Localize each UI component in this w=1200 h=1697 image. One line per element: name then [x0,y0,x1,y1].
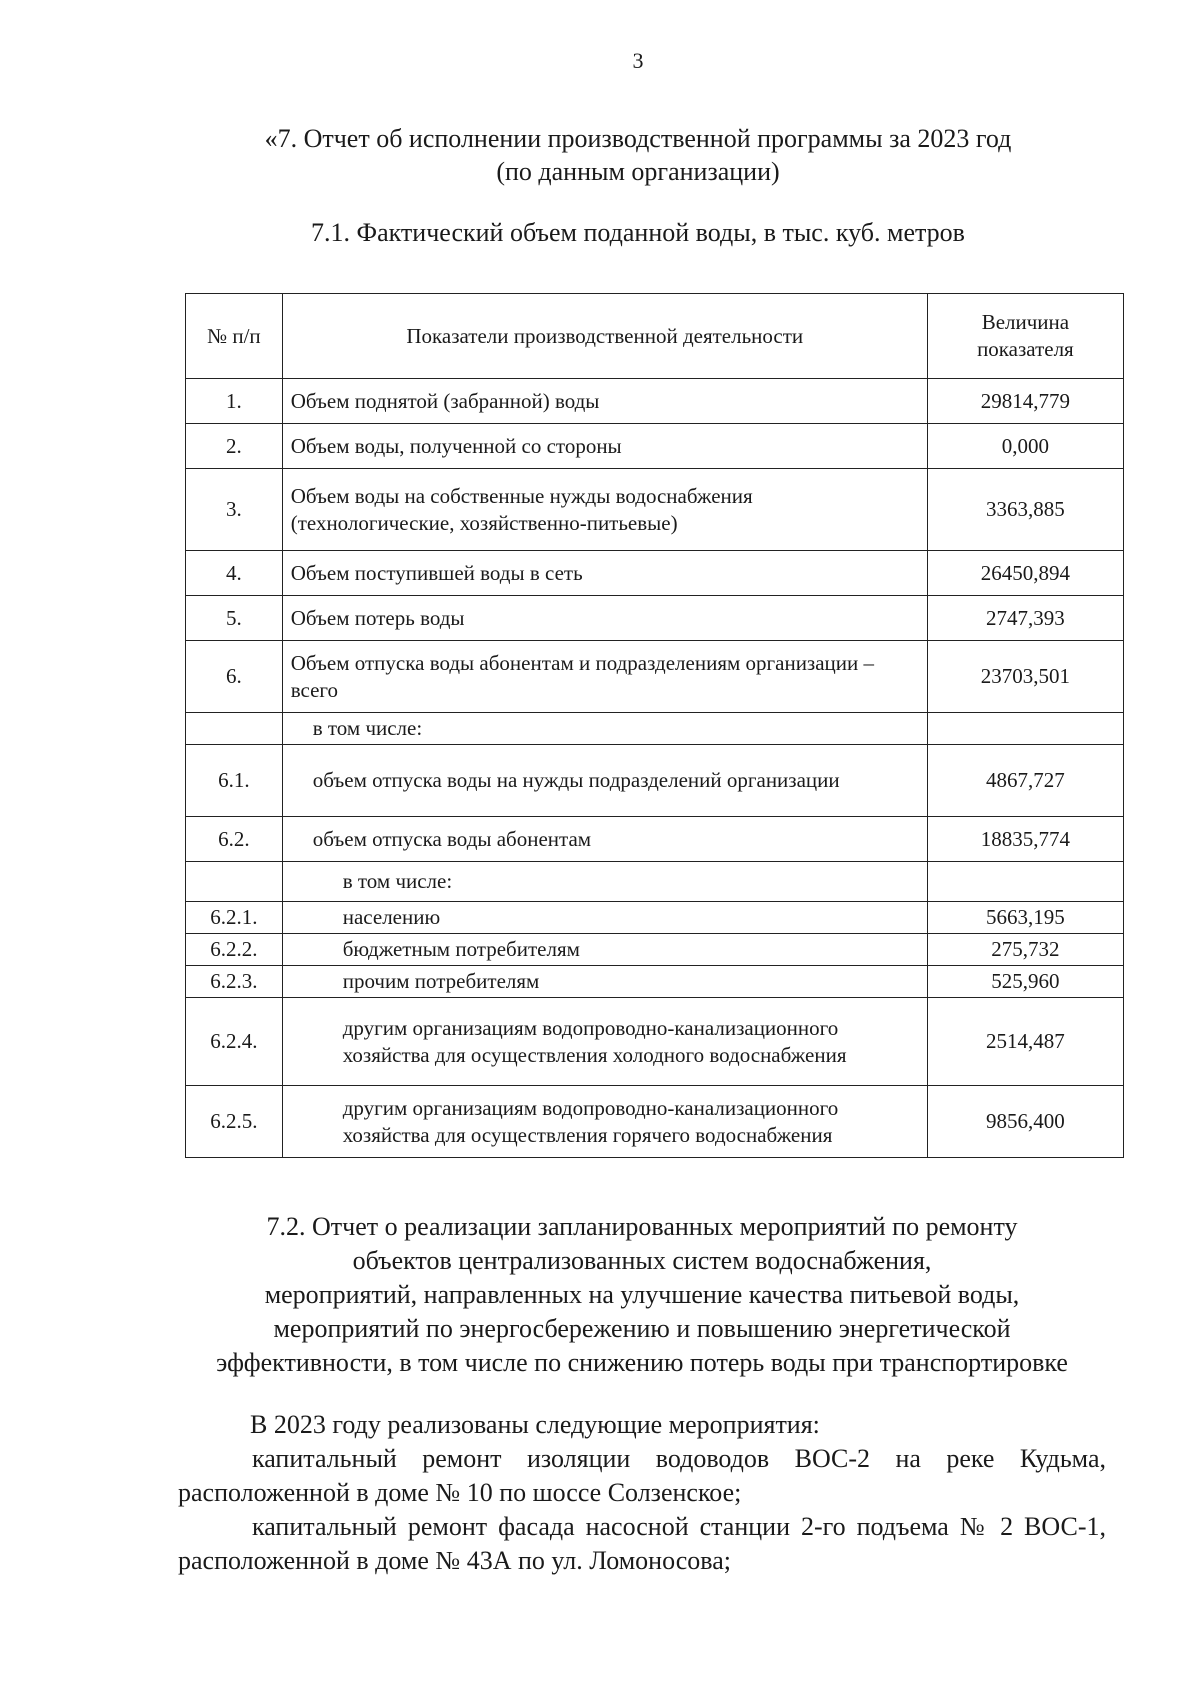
table-row [186,424,1124,469]
row-indicator-name: объем отпуска воды абонентам [282,817,927,862]
subsection2-title-line: объектов централизованных систем водоснабжения, [352,1246,932,1275]
row-number [186,713,283,745]
subsection2-title-line: мероприятий по энергосбережению и повышению энергетической [273,1314,1011,1343]
row-number: 6.2.2. [186,934,283,966]
row-value [927,713,1123,745]
row-indicator-name: населению [282,902,927,934]
header-value-line: показателя [977,337,1074,361]
row-number [186,862,283,902]
table-row [186,641,1124,713]
row-indicator-name: Объем воды, полученной со стороны [282,424,927,469]
row-value: 26450,894 [927,551,1123,596]
row-indicator-name: другим организациям водопроводно-канализационного хозяйства для осуществления горячего водоснабжения [282,1086,927,1158]
row-number: 6.2.1. [186,902,283,934]
row-value: 9856,400 [927,1086,1123,1158]
header-value-line: Величина [981,310,1070,334]
row-number: 6.2.3. [186,966,283,998]
header-num: № п/п [186,294,283,379]
row-indicator-name: прочим потребителям [282,966,927,998]
table-row [186,551,1124,596]
row-value: 29814,779 [927,379,1123,424]
paragraph-intro: В 2023 году реализованы следующие мероприятия: [250,1410,820,1439]
row-value [927,862,1123,902]
row-indicator-name: Объем воды на собственные нужды водоснабжения (технологические, хозяйственно-питьевые) [282,469,927,551]
row-indicator-name: другим организациям водопроводно-канализационного хозяйства для осуществления холодного водоснабжения [282,998,927,1086]
row-indicator-name: Объем потерь воды [282,596,927,641]
row-value: 2747,393 [927,596,1123,641]
subsection2-title-line: 7.2. Отчет о реализации запланированных мероприятий по ремонту [266,1212,1018,1241]
row-number: 3. [186,469,283,551]
section-title [0,122,1200,188]
row-indicator-name: Объем поступившей воды в сеть [282,551,927,596]
row-number: 6.2.5. [186,1086,283,1158]
subsection2-title-line: эффективности, в том числе по снижению потерь воды при транспортировке [216,1348,1068,1377]
row-number: 6.2.4. [186,998,283,1086]
section-title-line: (по данным организации) [496,157,780,186]
table-row [186,817,1124,862]
section-title-line: «7. Отчет об исполнении производственной программы за 2023 год [264,124,1012,153]
row-value: 23703,501 [927,641,1123,713]
row-value: 0,000 [927,424,1123,469]
row-indicator-name: бюджетным потребителям [282,934,927,966]
row-value: 275,732 [927,934,1123,966]
table-row [186,862,1124,902]
table-row [186,966,1124,998]
row-value: 3363,885 [927,469,1123,551]
row-number: 6.2. [186,817,283,862]
row-indicator-name: в том числе: [282,713,927,745]
row-indicator-name: объем отпуска воды на нужды подразделений организации [282,745,927,817]
row-number: 1. [186,379,283,424]
table-row [186,379,1124,424]
row-value: 4867,727 [927,745,1123,817]
table-row [186,902,1124,934]
header-value [927,294,1123,379]
table-row [186,713,1124,745]
table-row [186,1086,1124,1158]
table-row [186,934,1124,966]
row-value: 18835,774 [927,817,1123,862]
row-value: 2514,487 [927,998,1123,1086]
table-header-row [186,294,1124,379]
subsection2-title [178,1210,1106,1380]
row-number: 2. [186,424,283,469]
table-row [186,998,1124,1086]
row-indicator-name: Объем отпуска воды абонентам и подразделениям организации – всего [282,641,927,713]
row-indicator-name: Объем поднятой (забранной) воды [282,379,927,424]
table-row [186,596,1124,641]
table-row [186,745,1124,817]
row-number: 4. [186,551,283,596]
page-number: 3 [632,48,644,73]
subsection2-title-line: мероприятий, направленных на улучшение качества питьевой воды, [264,1280,1020,1309]
row-value: 525,960 [927,966,1123,998]
report-body [178,1408,1106,1578]
header-name: Показатели производственной деятельности [282,294,927,379]
paragraph-item: капитальный ремонт изоляции водоводов ВОС-2 на реке Кудьма, расположенной в доме № 10 по шоссе Солзенское; [178,1444,1106,1507]
subsection-title: 7.1. Фактический объем поданной воды, в тыс. куб. метров [311,218,965,247]
row-value: 5663,195 [927,902,1123,934]
row-number: 6. [186,641,283,713]
row-number: 6.1. [186,745,283,817]
row-indicator-name: в том числе: [282,862,927,902]
table-row [186,469,1124,551]
row-number: 5. [186,596,283,641]
paragraph-item: капитальный ремонт фасада насосной станции 2-го подъема № 2 ВОС-1, расположенной в доме № 43А по ул. Ломоносова; [178,1512,1106,1575]
indicators-table [185,293,1124,1158]
